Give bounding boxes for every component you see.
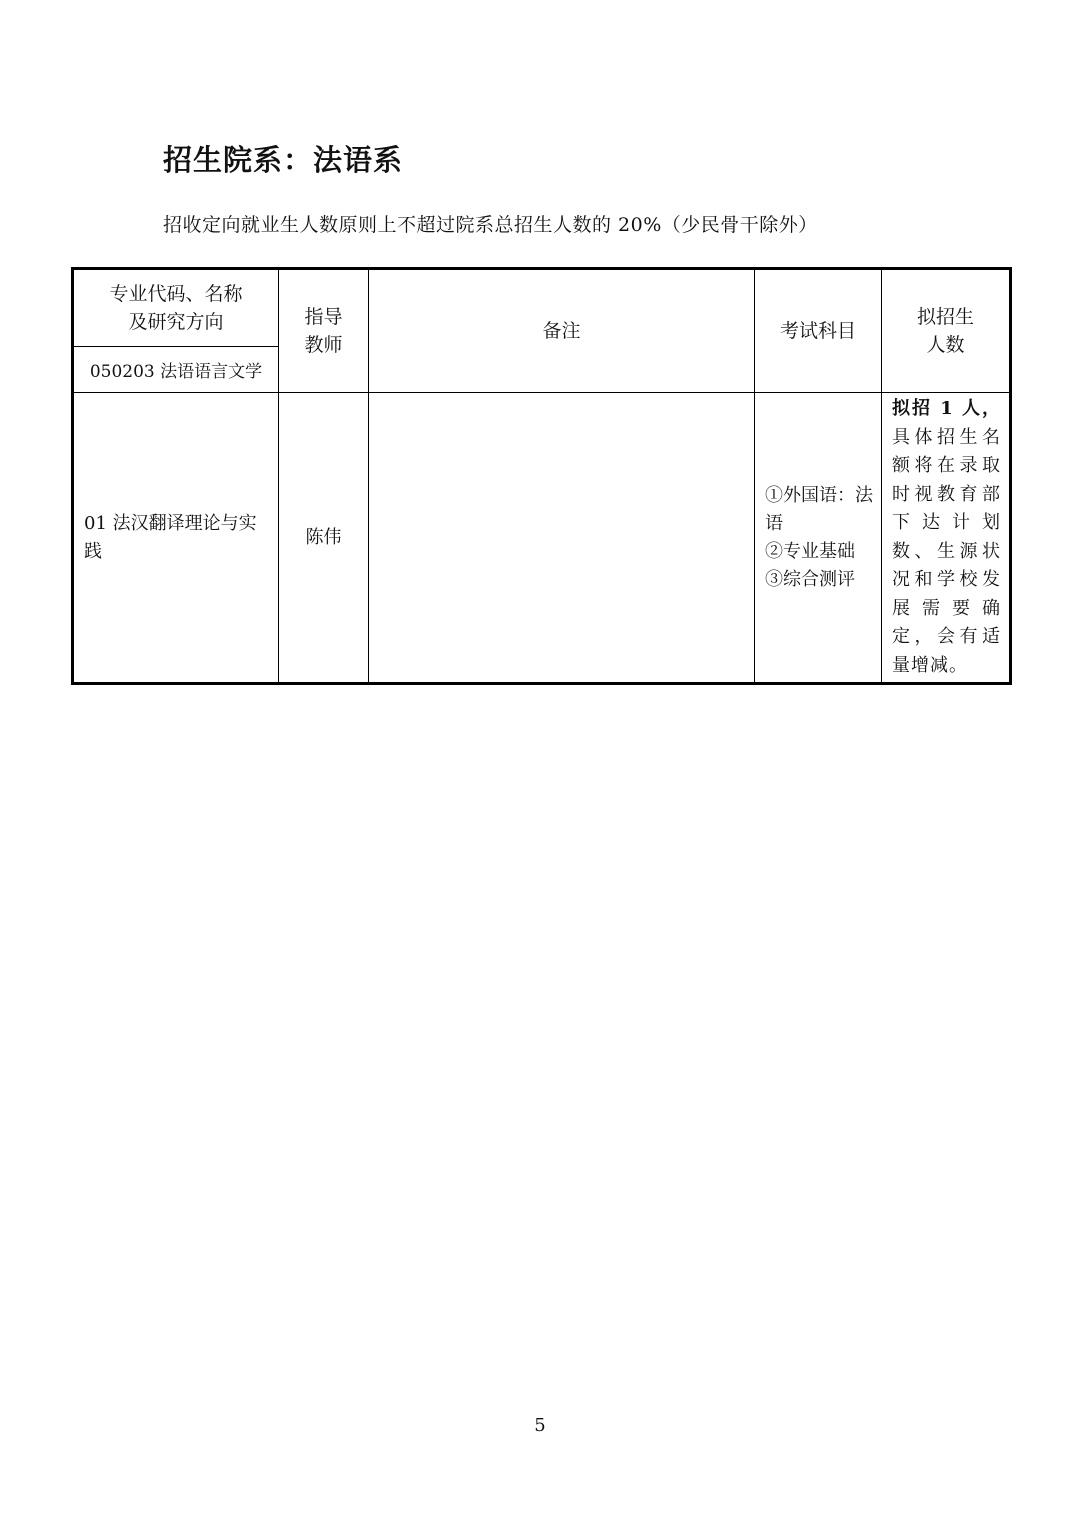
header-row [73, 269, 1011, 347]
exam-subject-2: ②专业基础 [765, 540, 855, 562]
remarks-cell [369, 393, 755, 684]
header-quota-line2: 人数 [926, 334, 965, 356]
header-major-line1: 专业代码、名称 [109, 283, 243, 305]
header-advisor [279, 269, 369, 393]
quota-count: 拟招 1 人， [892, 398, 1001, 419]
page-number: 5 [534, 1415, 546, 1436]
department-title: 招生院系：法语系 [163, 143, 404, 177]
header-exam: 考试科目 [755, 269, 882, 393]
admissions-table [71, 267, 1012, 685]
exam-subject-1: ①外国语：法语 [765, 484, 873, 534]
exam-subjects-cell [755, 393, 882, 684]
header-major-line2: 及研究方向 [128, 311, 224, 333]
quota-cell [882, 393, 1011, 684]
exam-subject-3: ③综合测评 [765, 568, 855, 590]
header-advisor-line2: 教师 [304, 334, 343, 356]
header-major-code: 050203 法语语言文学 [73, 347, 279, 393]
header-major [73, 269, 279, 347]
header-advisor-line1: 指导 [304, 306, 343, 328]
advisor-cell: 陈伟 [279, 393, 369, 684]
header-quota-line1: 拟招生 [916, 306, 974, 328]
header-quota [882, 269, 1011, 393]
direction-cell: 01 法汉翻译理论与实践 [73, 393, 279, 684]
table-row [73, 393, 1011, 684]
quota-note: 招收定向就业生人数原则上不超过院系总招生人数的 20%（少民骨干除外） [163, 214, 818, 236]
quota-detail: 具体招生名额将在录取时视教育部下达计划数、生源状况和学校发展需要确定，会有适量增减。 [892, 426, 1001, 676]
header-remarks: 备注 [369, 269, 755, 393]
